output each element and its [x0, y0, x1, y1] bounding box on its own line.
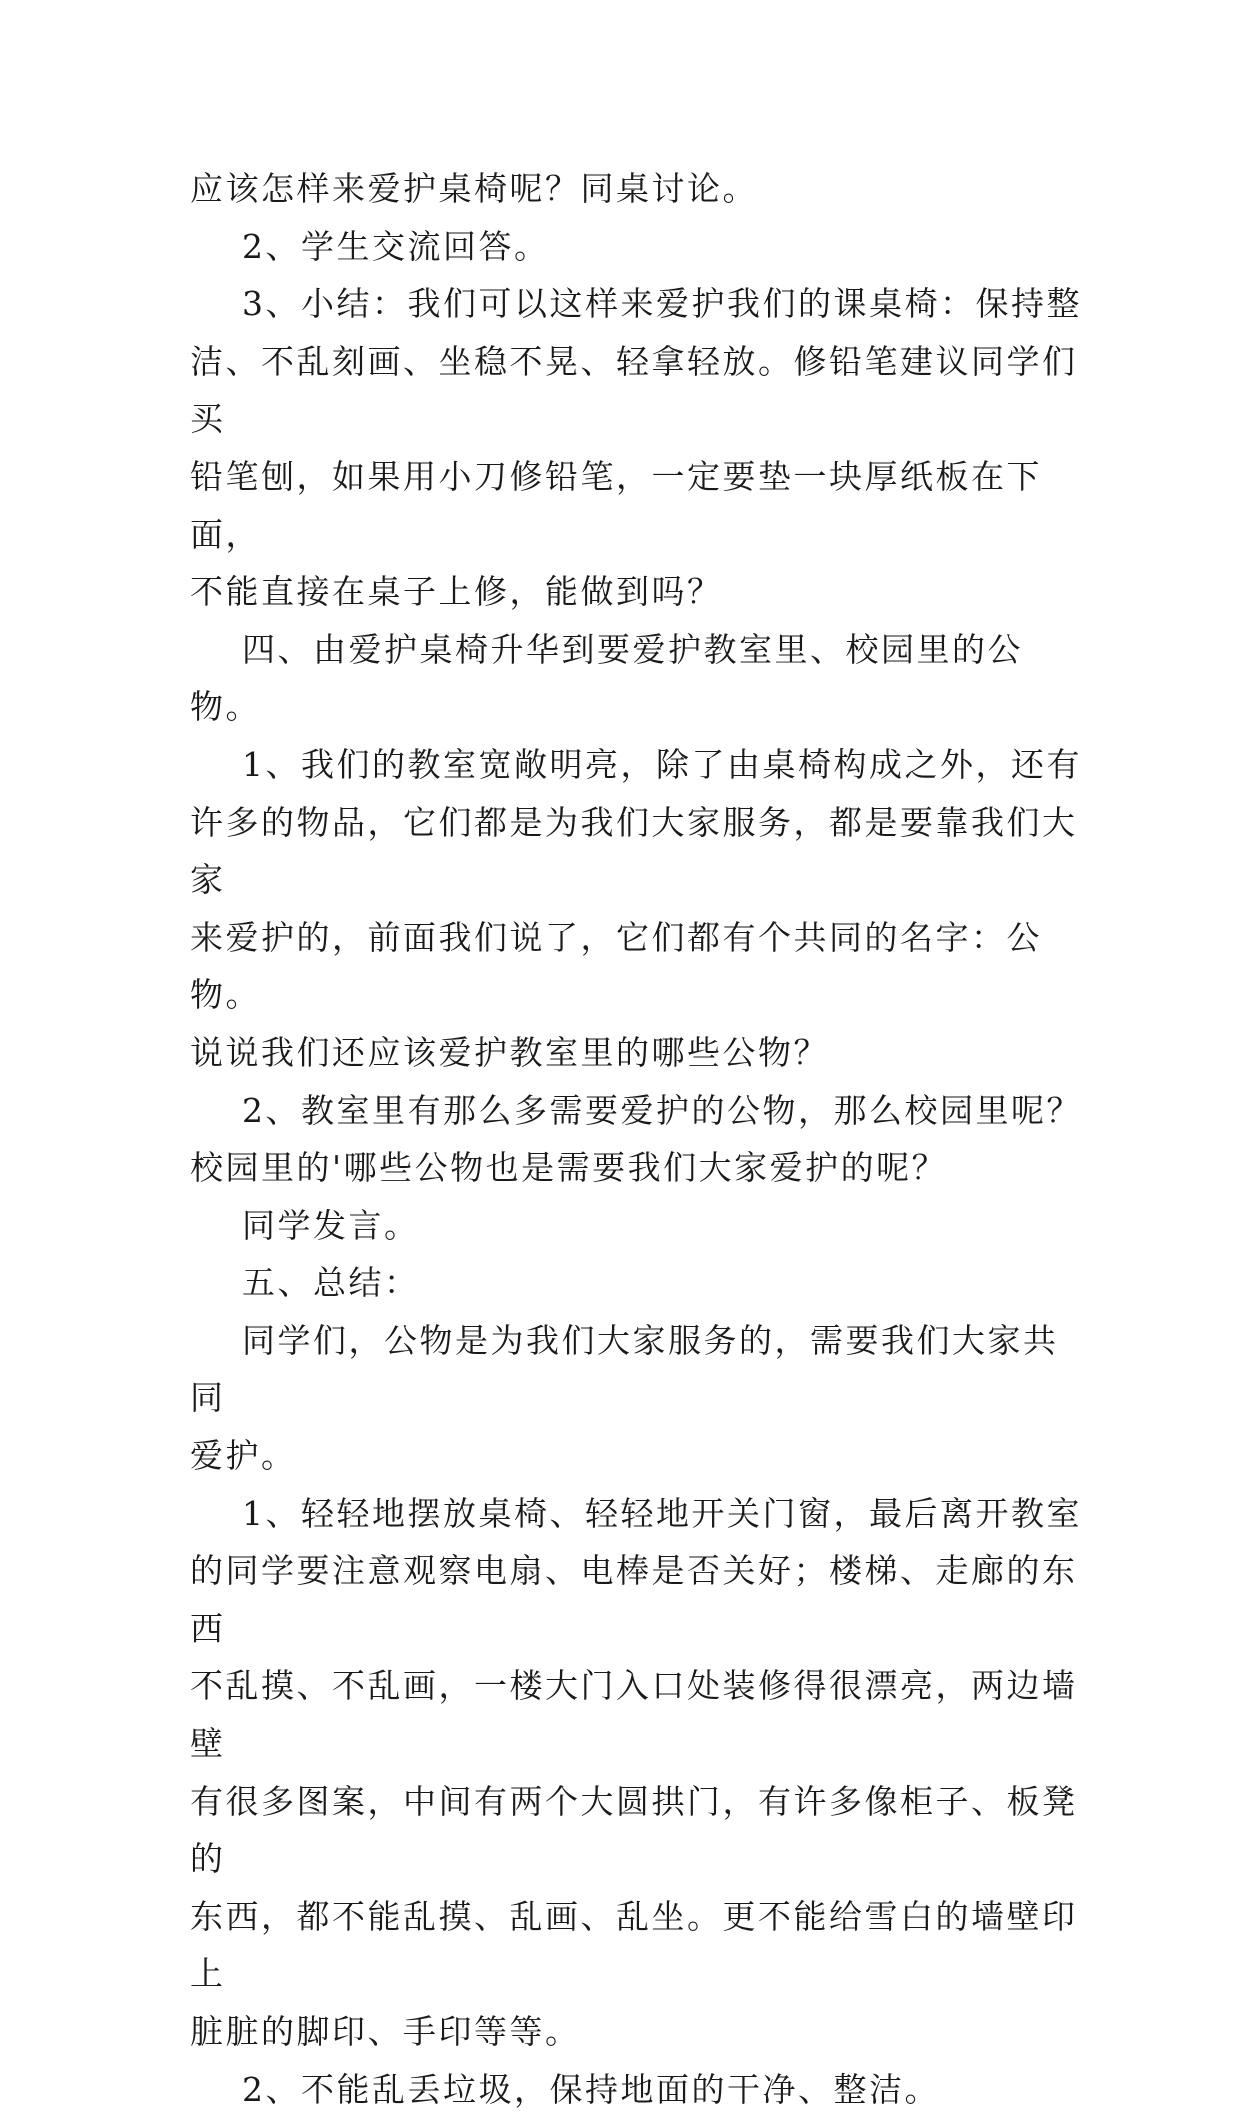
paragraph-3: 3、小结：我们可以这样来爱护我们的课桌椅：保持整 洁、不乱刻画、坐稳不晃、轻拿轻放。修铅笔建议同学们买 铅笔刨，如果用小刀修铅笔，一定要垫一块厚纸板在下面， 不能直接在桌子上修，能做到吗？: [190, 284, 1082, 612]
paragraph-10: 1、轻轻地摆放桌椅、轻轻地开关门窗，最后离开教室 的同学要注意观察电扇、电棒是否关好；楼梯、走廊的东西 不乱摸、不乱画，一楼大门入口处装修得很漂亮，两边墙壁 有很多图案，中间有两个大圆拱门，有许多像柜子、板凳的 东西，都不能乱摸、乱画、乱坐。更不能给雪白的墙壁印上 脏脏的脚印、手印等等。: [190, 1493, 1082, 2051]
paragraph-6: 2、教室里有那么多需要爱护的公物，那么校园里呢？ 校园里的'哪些公物也是需要我们大家爱护的呢？: [190, 1090, 1082, 1188]
paragraph-9: 同学们，公物是为我们大家服务的，需要我们大家共同 爱护。: [190, 1320, 1059, 1476]
paragraph-7: 同学发言。: [190, 1205, 420, 1245]
paragraph-1: 应该怎样来爱护桌椅呢？同桌讨论。: [190, 169, 758, 208]
paragraph-11: 2、不能乱丢垃圾，保持地面的干净、整洁。: [190, 2069, 940, 2109]
paragraph-4: 四、由爱护桌椅升华到要爱护教室里、校园里的公物。: [190, 629, 1023, 727]
paragraph-2: 2、学生交流回答。: [190, 226, 550, 266]
paragraph-8: 五、总结：: [190, 1263, 420, 1303]
paragraph-5: 1、我们的教室宽敞明亮，除了由桌椅构成之外，还有 许多的物品，它们都是为我们大家服务，都是要靠我们大家 来爱护的，前面我们说了，它们都有个共同的名字：公物。 说说我们还应该爱护教室里的哪些公物？: [190, 744, 1082, 1072]
document-body: [190, 160, 1090, 2118]
